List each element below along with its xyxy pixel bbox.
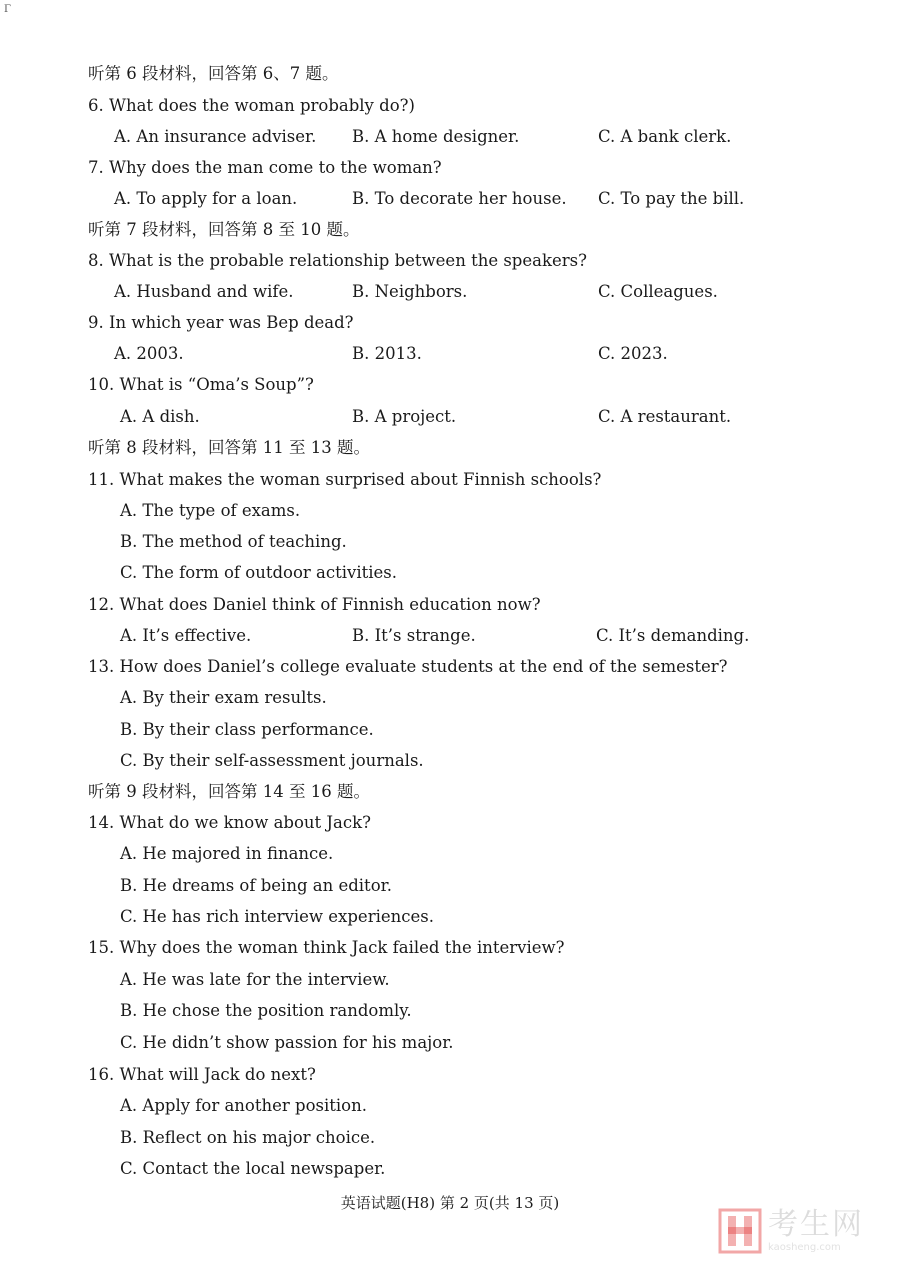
option-a: A. By their exam results.	[120, 688, 327, 707]
option-b: B. To decorate her house.	[352, 189, 567, 208]
section-heading: 听第 6 段材料，回答第 6、7 题。	[88, 64, 339, 83]
option-b: B. By their class performance.	[120, 720, 374, 739]
page-footer: 英语试题(H8) 第 2 页(共 13 页)	[340, 1194, 560, 1212]
section-heading: 听第 7 段材料，回答第 8 至 10 题。	[88, 220, 360, 239]
question-stem: 6. What does the woman probably do?)	[88, 96, 415, 115]
option-a: A. Husband and wife.	[114, 282, 294, 301]
option-b: B. A project.	[352, 407, 457, 426]
watermark-subtitle: kaosheng.com	[768, 1242, 841, 1253]
option-a: A. He was late for the interview.	[120, 970, 390, 989]
option-a: A. Apply for another position.	[120, 1096, 367, 1115]
watermark-title: 考生网	[768, 1207, 864, 1242]
option-b: B. Reflect on his major choice.	[120, 1128, 376, 1147]
option-a: A. To apply for a loan.	[114, 189, 298, 208]
question-stem: 13. How does Daniel’s college evaluate students at the end of the semester?	[88, 657, 728, 676]
option-a: A. An insurance adviser.	[114, 127, 317, 146]
question-stem: 12. What does Daniel think of Finnish education now?	[88, 595, 541, 614]
option-b: B. He dreams of being an editor.	[120, 876, 392, 895]
question-stem: 8. What is the probable relationship between the speakers?	[88, 251, 587, 270]
option-a: A. He majored in finance.	[120, 844, 334, 863]
option-c: C. 2023.	[598, 344, 668, 363]
option-c: C. By their self-assessment journals.	[120, 751, 424, 770]
section-heading: 听第 9 段材料，回答第 14 至 16 题。	[88, 782, 370, 801]
option-a: A. 2003.	[114, 344, 184, 363]
option-c: C. Contact the local newspaper.	[120, 1159, 386, 1178]
option-c: C. To pay the bill.	[598, 189, 745, 208]
kaosheng-logo-icon	[718, 1206, 762, 1256]
option-b: B. The method of teaching.	[120, 532, 347, 551]
option-c: C. Colleagues.	[598, 282, 718, 301]
option-b: B. 2013.	[352, 344, 422, 363]
option-a: A. A dish.	[120, 407, 200, 426]
option-c: C. A restaurant.	[598, 407, 732, 426]
question-stem: 10. What is “Oma’s Soup”?	[88, 375, 314, 394]
option-c: C. He didn’t show passion for his major.	[120, 1033, 454, 1052]
option-a: A. It’s effective.	[120, 626, 252, 645]
question-stem: 15. Why does the woman think Jack failed the interview?	[88, 938, 565, 957]
option-c: C. The form of outdoor activities.	[120, 563, 397, 582]
option-b: B. He chose the position randomly.	[120, 1001, 412, 1020]
option-b: B. It’s strange.	[352, 626, 476, 645]
question-stem: 9. In which year was Bep dead?	[88, 313, 354, 332]
option-c: C. It’s demanding.	[596, 626, 750, 645]
question-stem: 7. Why does the man come to the woman?	[88, 158, 442, 177]
question-stem: 16. What will Jack do next?	[88, 1065, 316, 1084]
section-heading: 听第 8 段材料，回答第 11 至 13 题。	[88, 438, 370, 457]
option-a: A. The type of exams.	[120, 501, 301, 520]
option-c: C. A bank clerk.	[598, 127, 732, 146]
watermark	[718, 1203, 888, 1259]
option-b: B. Neighbors.	[352, 282, 468, 301]
question-stem: 11. What makes the woman surprised about Finnish schools?	[88, 470, 602, 489]
option-b: B. A home designer.	[352, 127, 520, 146]
option-c: C. He has rich interview experiences.	[120, 907, 434, 926]
corner-mark: Γ	[4, 4, 11, 15]
question-stem: 14. What do we know about Jack?	[88, 813, 371, 832]
